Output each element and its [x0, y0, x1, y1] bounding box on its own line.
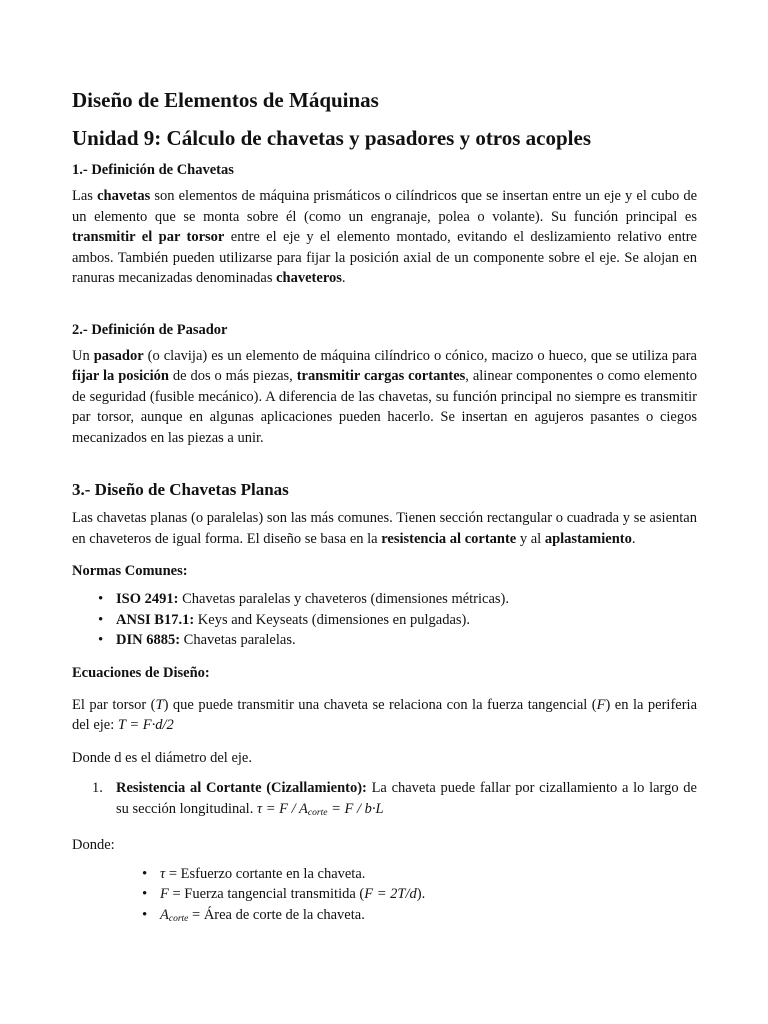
section-1-heading: 1.- Definición de Chavetas [72, 162, 234, 178]
document-body [72, 86, 697, 929]
document-title: Diseño de Elementos de Máquinas [72, 88, 379, 112]
section-3-paragraph: Las chavetas planas (o paralelas) son las más comunes. Tienen sección rectangular o cuadrada y se asientan en chaveteros de igual forma. El diseño se basa en la resistencia al cortante y al aplastamiento. [72, 510, 697, 547]
diameter-note: Donde d es el diámetro del eje. [72, 749, 252, 766]
torque-formula: T = F·d/2 [117, 717, 174, 733]
list-item: • F = Fuerza tangencial transmitida (F = 2T/d). [72, 884, 697, 905]
list-item: • ISO 2491: Chavetas paralelas y chaveteros (dimensiones métricas). [72, 589, 697, 610]
ecuaciones-heading: Ecuaciones de Diseño: [72, 664, 210, 681]
normas-list [72, 589, 697, 651]
section-3-heading: 3.- Diseño de Chavetas Planas [72, 480, 289, 499]
list-item: • $A_{corte}$ = Área de corte de la chaveta. [72, 905, 697, 930]
design-equations-list [72, 778, 697, 823]
normas-heading: Normas Comunes: [72, 563, 188, 579]
list-item: • DIN 6885: Chavetas paralelas. [72, 630, 697, 651]
list-item: 1. Resistencia al Cortante (Cizallamiento): La chaveta puede fallar por cizallamiento a lo largo de su sección longitudinal. $\tau = F / A_{corte} = F / b\cdot L$ [92, 780, 697, 818]
list-item: • ANSI B17.1: Keys and Keyseats (dimensiones en pulgadas). [72, 610, 697, 631]
shear-formula: $\tau = F / A_{corte} = F / b\cdot L$ [256, 800, 384, 818]
unit-title: Unidad 9: Cálculo de chavetas y pasadores y otros acoples [72, 126, 592, 150]
section-2-paragraph: Un pasador (o clavija) es un elemento de máquina cilíndrico o cónico, macizo o hueco, que se utiliza para fijar la posición de dos o más piezas, transmitir cargas cortantes, alinear componentes o como elemento de seguridad (fusible mecánico). A diferencia de las chavetas, su función principal no siempre es transmitir par torsor, aunque en algunas aplicaciones pueden hacerlo. Se insertan en agujeros pasantes o ciegos mecanizados en las piezas a unir. [72, 347, 698, 446]
variables-list [72, 864, 697, 930]
section-1-paragraph: Las chavetas son elementos de máquina prismáticos o cilíndricos que se insertan entre un eje y el cubo de un elemento que se monta sobre él (como un engranaje, polea o volante). Su función principal es transmitir el par torsor entre el eje y el elemento montado, evitando el deslizamiento relativo entre ambos. También pueden utilizarse para fijar la posición axial de un componente sobre el eje. Se alojan en ranuras mecanizadas denominadas chaveteros. [72, 188, 698, 286]
donde-label: Donde: [72, 837, 115, 853]
list-number: 1. [92, 780, 103, 796]
list-item: • τ = Esfuerzo cortante en la chaveta. [72, 864, 697, 885]
section-2-heading: 2.- Definición de Pasador [72, 321, 228, 338]
torque-paragraph: El par torsor (T) que puede transmitir una chaveta se relaciona con la fuerza tangencial (F) en la periferia del eje: T = F·d/2 [72, 696, 697, 733]
